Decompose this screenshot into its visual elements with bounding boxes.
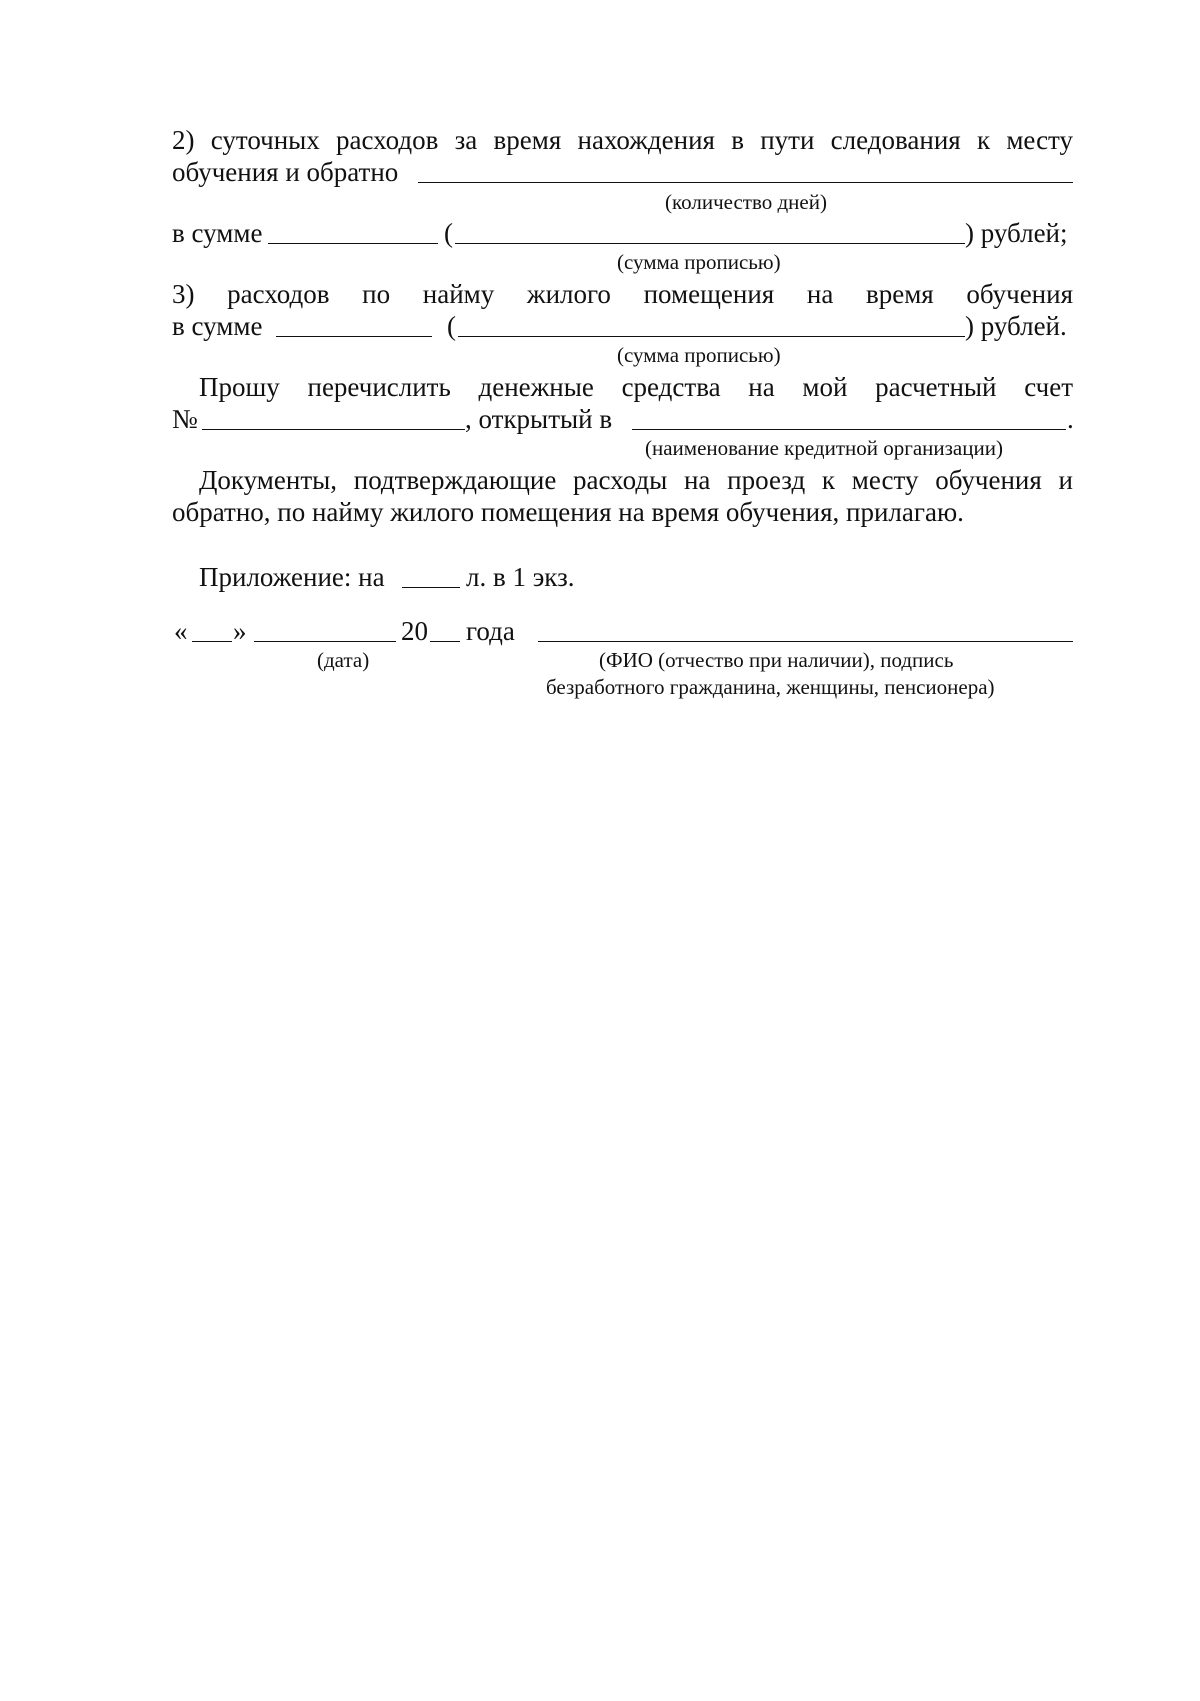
item3-sum-field[interactable] (276, 336, 432, 337)
attachment-suffix: л. в 1 экз. (466, 562, 575, 592)
year-field[interactable] (430, 641, 460, 642)
month-field[interactable] (254, 641, 396, 642)
item2-open-paren: ( (444, 218, 453, 248)
year-prefix: 20 (401, 616, 428, 646)
item3-sum-words-field[interactable] (458, 336, 965, 337)
item3-line1: 3) расходов по найму жилого помещения на время обучения (172, 279, 1073, 309)
transfer-line1: Прошу перечислить денежные средства на мой расчетный счет (199, 372, 1073, 402)
item2-sum-field[interactable] (268, 243, 438, 244)
days-count-field[interactable] (418, 182, 1073, 183)
day-field[interactable] (192, 641, 232, 642)
year-suffix: года (466, 616, 515, 646)
opened-in-label: , открытый в (465, 404, 613, 434)
item2-rubles-label: ) рублей; (965, 218, 1068, 248)
item2-sum-label: в сумме (172, 218, 263, 248)
account-number-sign: № (172, 404, 198, 434)
attachment-label: Приложение: на (199, 562, 385, 592)
item2-sum-words-hint: (сумма прописью) (617, 250, 781, 274)
attachment-pages-field[interactable] (402, 587, 460, 588)
account-number-field[interactable] (202, 429, 465, 430)
documents-line2: обратно, по найму жилого помещения на время обучения, прилагаю. (172, 497, 964, 527)
signature-hint-line2: безработного гражданина, женщины, пенсионера) (546, 675, 995, 699)
bank-name-hint: (наименование кредитной организации) (645, 436, 1003, 460)
item3-sum-words-hint: (сумма прописью) (617, 343, 781, 367)
item3-open-paren: ( (447, 311, 456, 341)
days-count-hint: (количество дней) (665, 190, 827, 214)
transfer-period: . (1067, 404, 1074, 434)
item3-sum-label: в сумме (172, 311, 263, 341)
item3-rubles-label: ) рублей. (965, 311, 1067, 341)
item2-line1: 2) суточных расходов за время нахождения в пути следования к месту (172, 125, 1073, 155)
quote-open: « (174, 616, 188, 646)
item2-line2-text: обучения и обратно (172, 157, 399, 187)
signature-field[interactable] (538, 641, 1073, 642)
item2-sum-words-field[interactable] (455, 243, 965, 244)
documents-line1: Документы, подтверждающие расходы на проезд к месту обучения и (199, 465, 1073, 495)
bank-name-field[interactable] (632, 429, 1066, 430)
signature-hint-line1: (ФИО (отчество при наличии), подпись (599, 648, 954, 672)
quote-close: » (233, 616, 247, 646)
date-hint: (дата) (317, 648, 370, 672)
